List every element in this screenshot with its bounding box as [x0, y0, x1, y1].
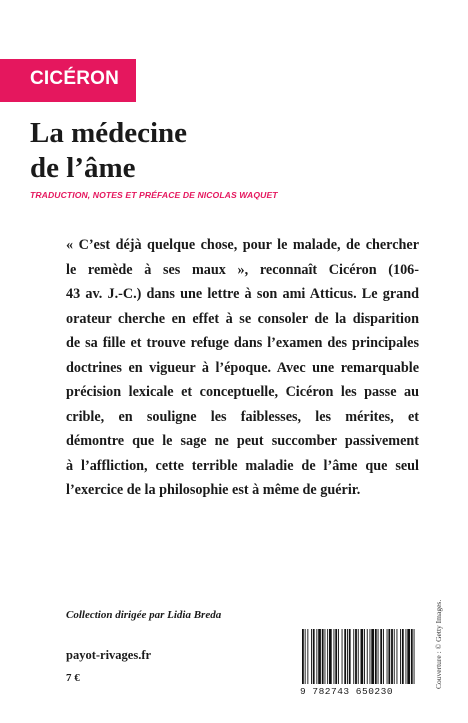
translation-credit: TRADUCTION, NOTES ET PRÉFACE DE NICOLAS WAQUET	[30, 190, 278, 200]
barcode-bar	[400, 629, 401, 684]
blurb-line: le remède à ses maux », reconnaît Cicéron (106-	[66, 261, 419, 278]
publisher-website: payot-rivages.fr	[66, 648, 152, 662]
barcode-bar	[358, 629, 359, 684]
barcode-bar	[391, 629, 393, 684]
barcode-bar	[316, 629, 317, 684]
barcode-bar	[380, 629, 382, 684]
barcode-bar	[406, 629, 407, 684]
author-band	[0, 59, 136, 102]
barcode-bar	[378, 629, 379, 684]
barcode-bar	[387, 629, 388, 684]
blurb-line: à l’affliction, cette terrible maladie de l’âme que seul	[66, 457, 419, 474]
collection-editor: Collection dirigée par Lidia Breda	[66, 609, 222, 621]
barcode-bar	[414, 629, 415, 684]
barcode-bar	[411, 629, 413, 684]
barcode-bar	[367, 629, 368, 684]
barcode-bar	[388, 629, 390, 684]
book-title	[30, 116, 187, 186]
title-line-1: La médecine	[30, 117, 188, 149]
barcode-digits: 9 782743 650230	[300, 686, 394, 697]
blurb-line: 43 av. J.-C.) dans une lettre à son ami Atticus. Le grand	[66, 286, 419, 302]
barcode-bar	[407, 629, 410, 684]
barcode-bar	[311, 629, 312, 684]
barcode-bar	[397, 629, 398, 684]
barcode-bar	[305, 629, 306, 684]
author-name: CICÉRON	[30, 68, 120, 89]
barcode-bar	[344, 629, 346, 684]
barcode-bar	[349, 629, 351, 684]
barcode-bar	[342, 629, 343, 684]
barcode-bar	[364, 629, 365, 684]
barcode-bar	[313, 629, 315, 684]
barcode	[300, 629, 418, 684]
title-line-2: de l’âme	[30, 152, 136, 184]
barcode-bar	[394, 629, 395, 684]
barcode-bar	[302, 629, 304, 684]
blurb-line: de sa fille et trouve refuge dans l’examen des principales	[66, 335, 419, 351]
barcode-bar	[334, 629, 335, 684]
barcode-bar	[322, 629, 324, 684]
barcode-bar	[327, 629, 328, 684]
barcode-bar	[338, 629, 339, 684]
barcode-bar	[361, 629, 364, 684]
barcode-bar	[375, 629, 377, 684]
blurb-line: démontre que le sage ne peut succomber passivement	[66, 433, 419, 449]
barcode-bar	[329, 629, 332, 684]
barcode-bar	[307, 629, 308, 684]
barcode-bar	[371, 629, 374, 684]
barcode-bar	[355, 629, 357, 684]
barcode-bar	[325, 629, 326, 684]
blurb-line: l’exercice de la philosophie est à même de guérir.	[66, 482, 361, 498]
barcode-bar	[370, 629, 371, 684]
barcode-bar	[347, 629, 348, 684]
barcode-bar	[353, 629, 354, 684]
barcode-bar	[402, 629, 404, 684]
price: 7 €	[66, 672, 80, 684]
blurb-text	[66, 233, 419, 503]
blurb-line: crible, en souligne les faiblesses, les mérites, et	[66, 408, 419, 425]
blurb-line: « C’est déjà quelque chose, pour le malade, de chercher	[66, 237, 419, 253]
blurb-line: orateur cherche en effet à se consoler de la disparition	[66, 310, 419, 327]
blurb-line: doctrines en vigueur à l’époque. Avec une remarquable	[66, 359, 419, 376]
barcode-bar	[335, 629, 337, 684]
barcode-bar	[318, 629, 321, 684]
barcode-bar	[383, 629, 384, 684]
blurb-line: précision lexicale et conceptuelle, Cicéron les passe au	[66, 384, 419, 400]
cover-credit: Couverture : © Getty Images.	[434, 599, 443, 689]
